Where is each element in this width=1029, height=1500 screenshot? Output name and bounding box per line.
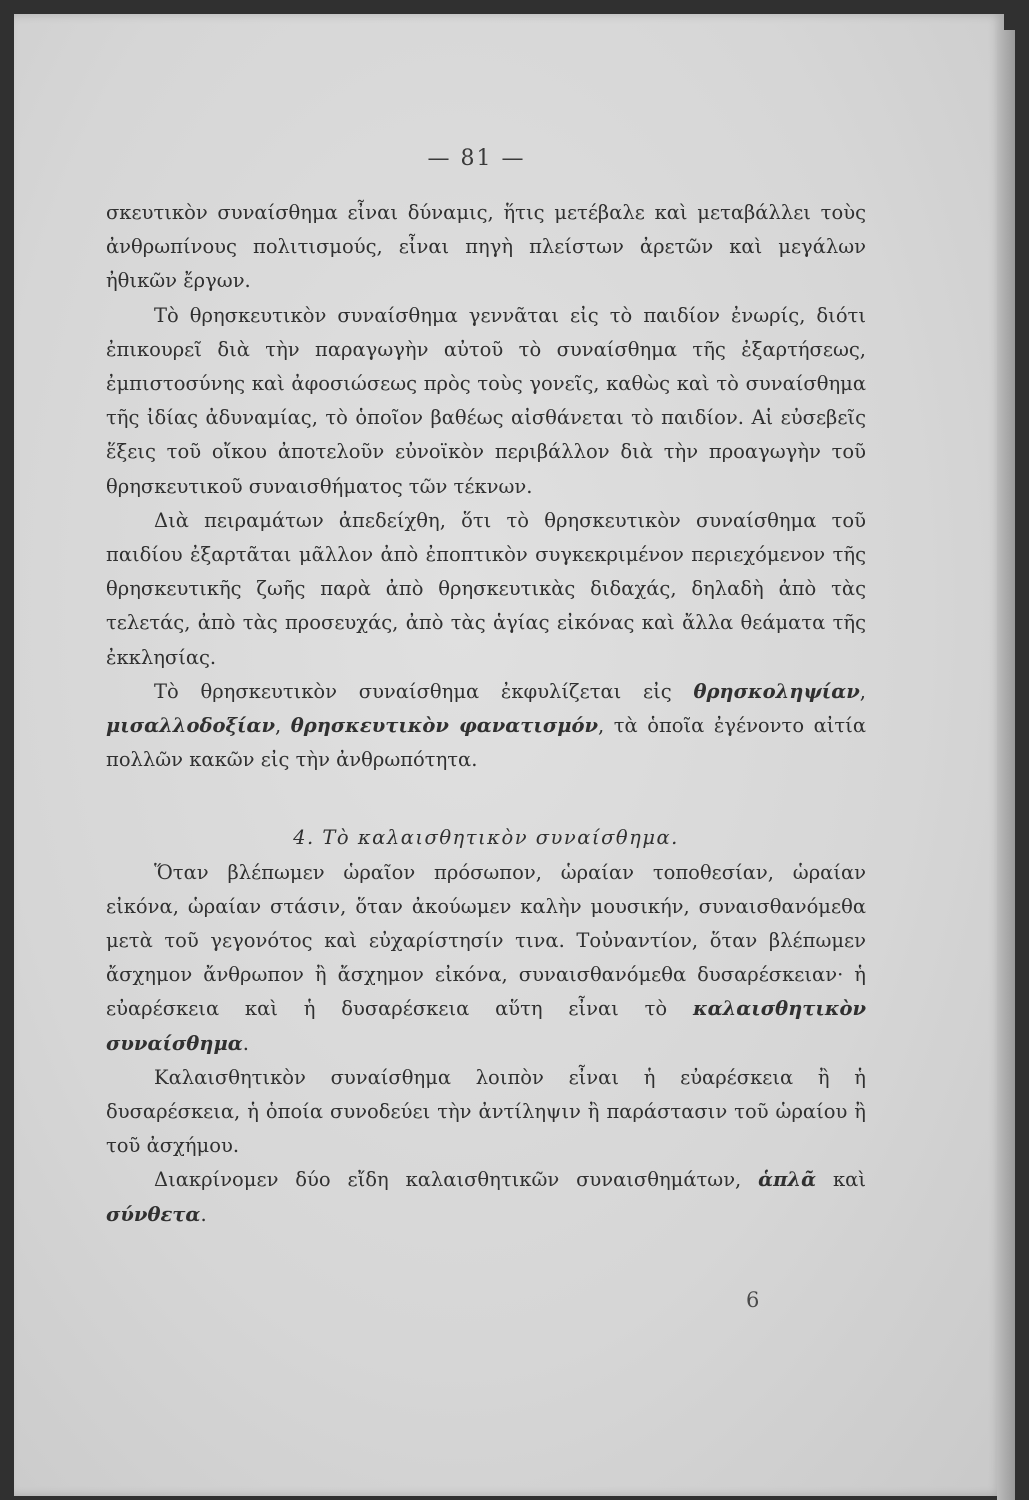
emphasis-kalaisthitiko: καλαισθητικὸν συναίσθημα: [106, 997, 866, 1055]
paragraph-7-text-a: Διακρίνομεν δύο εἴδη καλαισθητικῶν συναισθημάτων,: [154, 1168, 759, 1192]
paragraph-1: σκευτικὸν συναίσθημα εἶναι δύναμις, ἥτις μετέβαλε καὶ μεταβάλλει τοὺς ἀνθρωπίνους πολιτισμούς, εἶναι πηγὴ πλείστων ἀρετῶν καὶ μεγάλων ἠθικῶν ἔργων.: [106, 201, 866, 293]
book-page: [14, 14, 1004, 1496]
emphasis-syntheta: σύνθετα: [106, 1202, 201, 1226]
page-edge: [997, 30, 1015, 1500]
paragraph-6: Καλαισθητικὸν συναίσθημα λοιπὸν εἶναι ἡ εὐαρέσκεια ἢ ἡ δυσαρέσκεια, ἡ ὁποία συνοδεύει τὴν ἀντίληψιν ἢ παράστασιν τοῦ ὡραίου ἢ τοῦ ἀσχήμου.: [106, 1065, 866, 1158]
paragraph-5-text-a: Ὅταν βλέπωμεν ὡραῖον πρόσωπον, ὡραίαν τοποθεσίαν, ὡραίαν εἰκόνα, ὡραίαν στάσιν, ὅταν ἀκούωμεν καλὴν μουσικήν, συναισθανόμεθα μετὰ τοῦ γεγονότος καὶ εὐχαρίστησίν τινα. Τοὐναντίον, ὅταν βλέπωμεν ἄσχημον ἄνθρωπον ἢ ἄσχημον εἰκόνα, συναισθανόμεθα δυσαρέσκειαν· ἡ εὐαρέσκεια καὶ ἡ δυσαρέσκεια αὕτη εἶναι τὸ: [106, 860, 866, 1021]
emphasis-misallodoxia: μισαλλοδοξίαν: [106, 714, 275, 738]
body-text: [106, 196, 866, 1232]
section-heading: 4. Τὸ καλαισθητικὸν συναίσθημα.: [293, 826, 679, 850]
paragraph-7-text-c: .: [200, 1202, 207, 1226]
paragraph-5: [106, 856, 866, 1061]
paragraph-7: [106, 1163, 866, 1231]
paragraph-4-text-d: , τὰ ὁποῖα ἐγένοντο αἰτία πολλῶν κακῶν εἰς τὴν ἀνθρωπότητα.: [106, 714, 866, 772]
emphasis-fanatismos: θρησκευτικὸν φανατισμόν: [290, 714, 599, 738]
emphasis-apla: ἁπλᾶ: [758, 1168, 817, 1192]
signature-mark: 6: [746, 1288, 760, 1312]
paragraph-2: Τὸ θρησκευτικὸν συναίσθημα γεννᾶται εἰς τὸ παιδίον ἐνωρίς, διότι ἐπικουρεῖ διὰ τὴν παραγωγὴν αὐτοῦ τὸ συναίσθημα τῆς ἐξαρτήσεως, ἐμπιστοσύνης καὶ ἀφοσιώσεως πρὸς τοὺς γονεῖς, καθὼς καὶ τὸ συναίσθημα τῆς ἰδίας ἀδυναμίας, τὸ ὁποῖον βαθέως αἰσθάνεται τὸ παιδίον. Αἱ εὐσεβεῖς ἕξεις τοῦ οἴκου ἀποτελοῦν εὐνοϊκὸν περιβάλλον διὰ τὴν προαγωγὴν τοῦ θρησκευτικοῦ συναισθήματος τῶν τέκνων.: [106, 303, 866, 498]
paragraph-4: [106, 675, 866, 778]
paragraph-4-text-c: ,: [274, 714, 291, 738]
emphasis-thriskolipsia: θρησκοληψίαν: [693, 679, 860, 703]
page-number: — 81 —: [427, 146, 526, 171]
paragraph-4-text-a: Τὸ θρησκευτικὸν συναίσθημα ἐκφυλίζεται εἰς: [154, 679, 694, 703]
paragraph-4-text-b: ,: [859, 679, 866, 703]
paragraph-7-text-b: καὶ: [816, 1168, 866, 1192]
paragraph-3: Διὰ πειραμάτων ἀπεδείχθη, ὅτι τὸ θρησκευτικὸν συναίσθημα τοῦ παιδίου ἐξαρτᾶται μᾶλλον ἀπὸ ἐποπτικὸν συγκεκριμένον περιεχόμενον τῆς θρησκευτικῆς ζωῆς παρὰ ἀπὸ θρησκευτικὰς διδαχάς, δηλαδὴ ἀπὸ τὰς τελετάς, ἀπὸ τὰς προσευχάς, ἀπὸ τὰς ἁγίας εἰκόνας καὶ ἄλλα θεάματα τῆς ἐκκλησίας.: [106, 508, 866, 669]
paragraph-5-text-b: .: [242, 1031, 249, 1055]
